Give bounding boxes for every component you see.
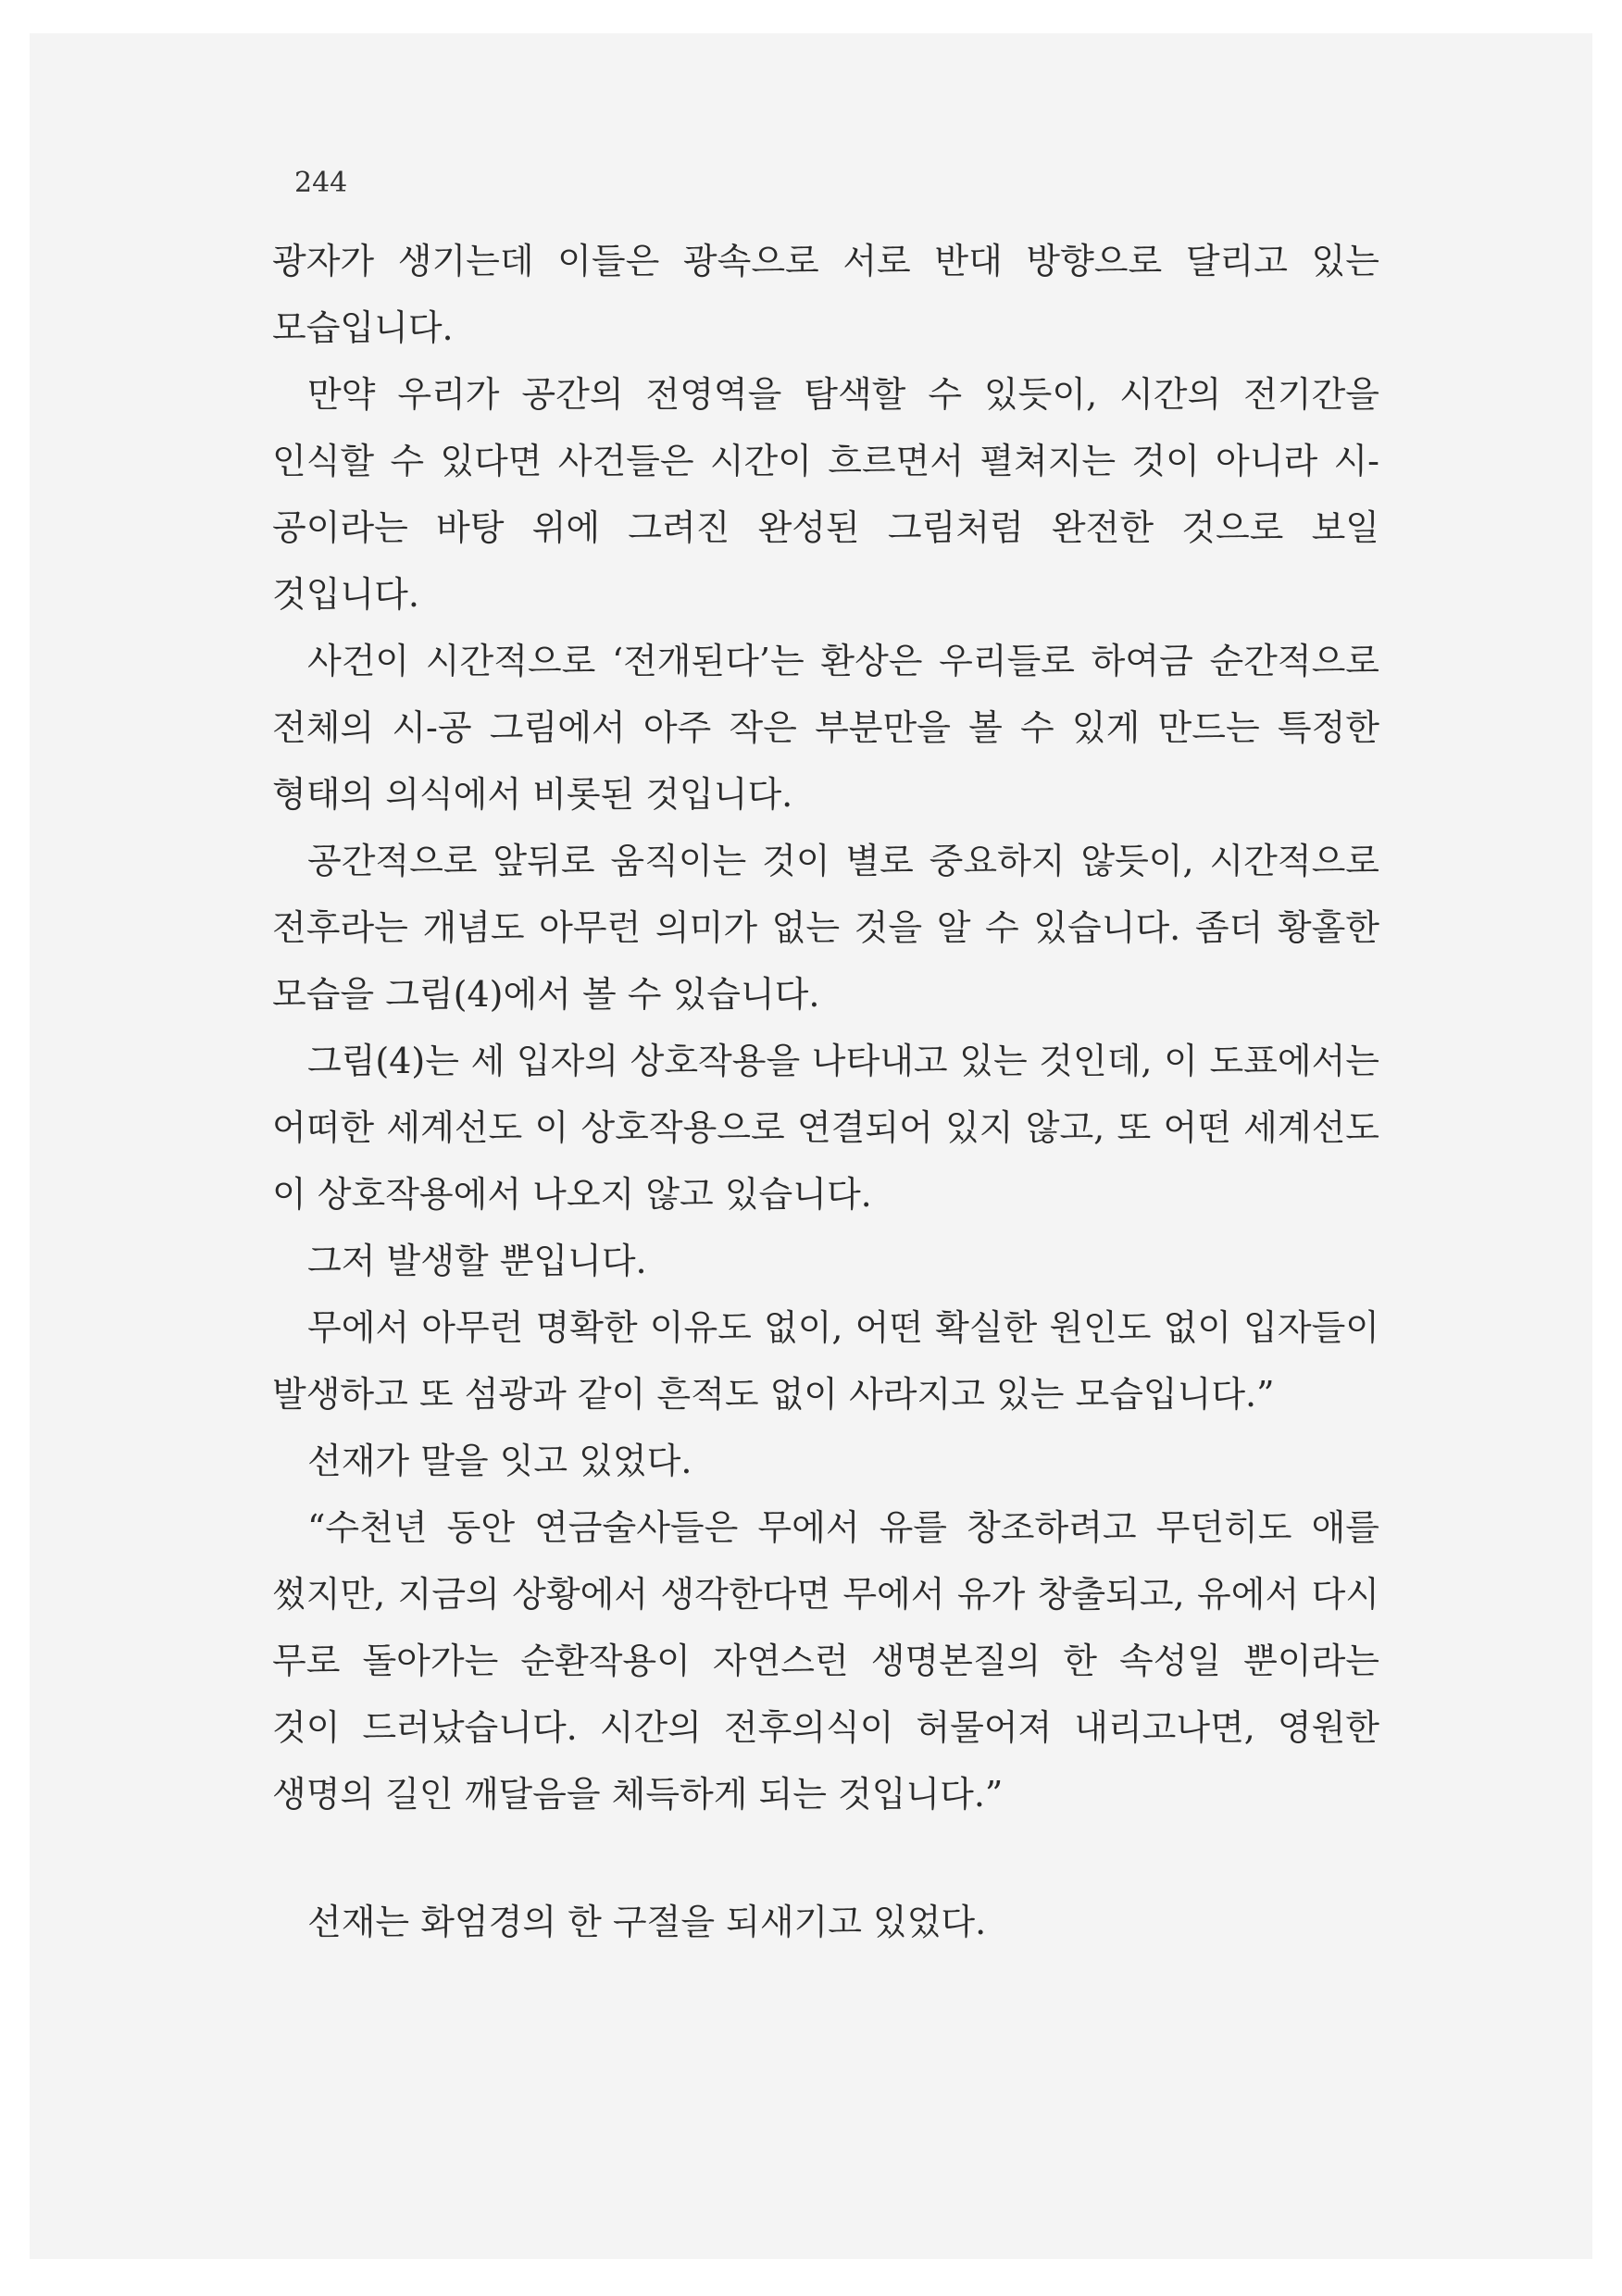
body-text [272,228,1379,1955]
paragraph: 사건이 시간적으로 ‘전개된다’는 환상은 우리들로 하여금 순간적으로 전체의 시-공 그림에서 아주 작은 부분만을 볼 수 있게 만드는 특정한 형태의 의식에서 비롯된 것입니다. [272,641,1379,815]
paragraph: 그림(4)는 세 입자의 상호작용을 나타내고 있는 것인데, 이 도표에서는 어떠한 세계선도 이 상호작용으로 연결되어 있지 않고, 또 어떤 세계선도 이 상호작용에서 나오지 않고 있습니다. [272,1041,1379,1215]
paragraph: 광자가 생기는데 이들은 광속으로 서로 반대 방향으로 달리고 있는 모습입니다. [272,241,1379,348]
paragraph: 무에서 아무런 명확한 이유도 없이, 어떤 확실한 원인도 없이 입자들이 발생하고 또 섬광과 같이 흔적도 없이 사라지고 있는 모습입니다.” [272,1307,1379,1415]
paragraph: 공간적으로 앞뒤로 움직이는 것이 별로 중요하지 않듯이, 시간적으로 전후라는 개념도 아무런 의미가 없는 것을 알 수 있습니다. 좀더 황홀한 모습을 그림(4)에서 볼 수 있습니다. [272,841,1379,1015]
paragraph: 만약 우리가 공간의 전영역을 탐색할 수 있듯이, 시간의 전기간을 인식할 수 있다면 사건들은 시간이 흐르면서 펼쳐지는 것이 아니라 시-공이라는 바탕 위에 그려진 완성된 그림처럼 완전한 것으로 보일 것입니다. [272,374,1379,615]
page-number: 244 [294,167,348,199]
paragraph: “수천년 동안 연금술사들은 무에서 유를 창조하려고 무던히도 애를 썼지만, 지금의 상황에서 생각한다면 무에서 유가 창출되고, 유에서 다시 무로 돌아가는 순환작용이 자연스런 생명본질의 한 속성일 뿐이라는 것이 드러났습니다. 시간의 전후의식이 허물어져 내리고나면, 영원한 생명의 길인 깨달음을 체득하게 되는 것입니다.” [272,1507,1379,1815]
paragraph: 선재는 화엄경의 한 구절을 되새기고 있었다. [307,1902,987,1942]
paragraph: 그저 발생할 뿐입니다. [307,1241,647,1281]
paragraph: 선재가 말을 잇고 있었다. [307,1441,692,1481]
